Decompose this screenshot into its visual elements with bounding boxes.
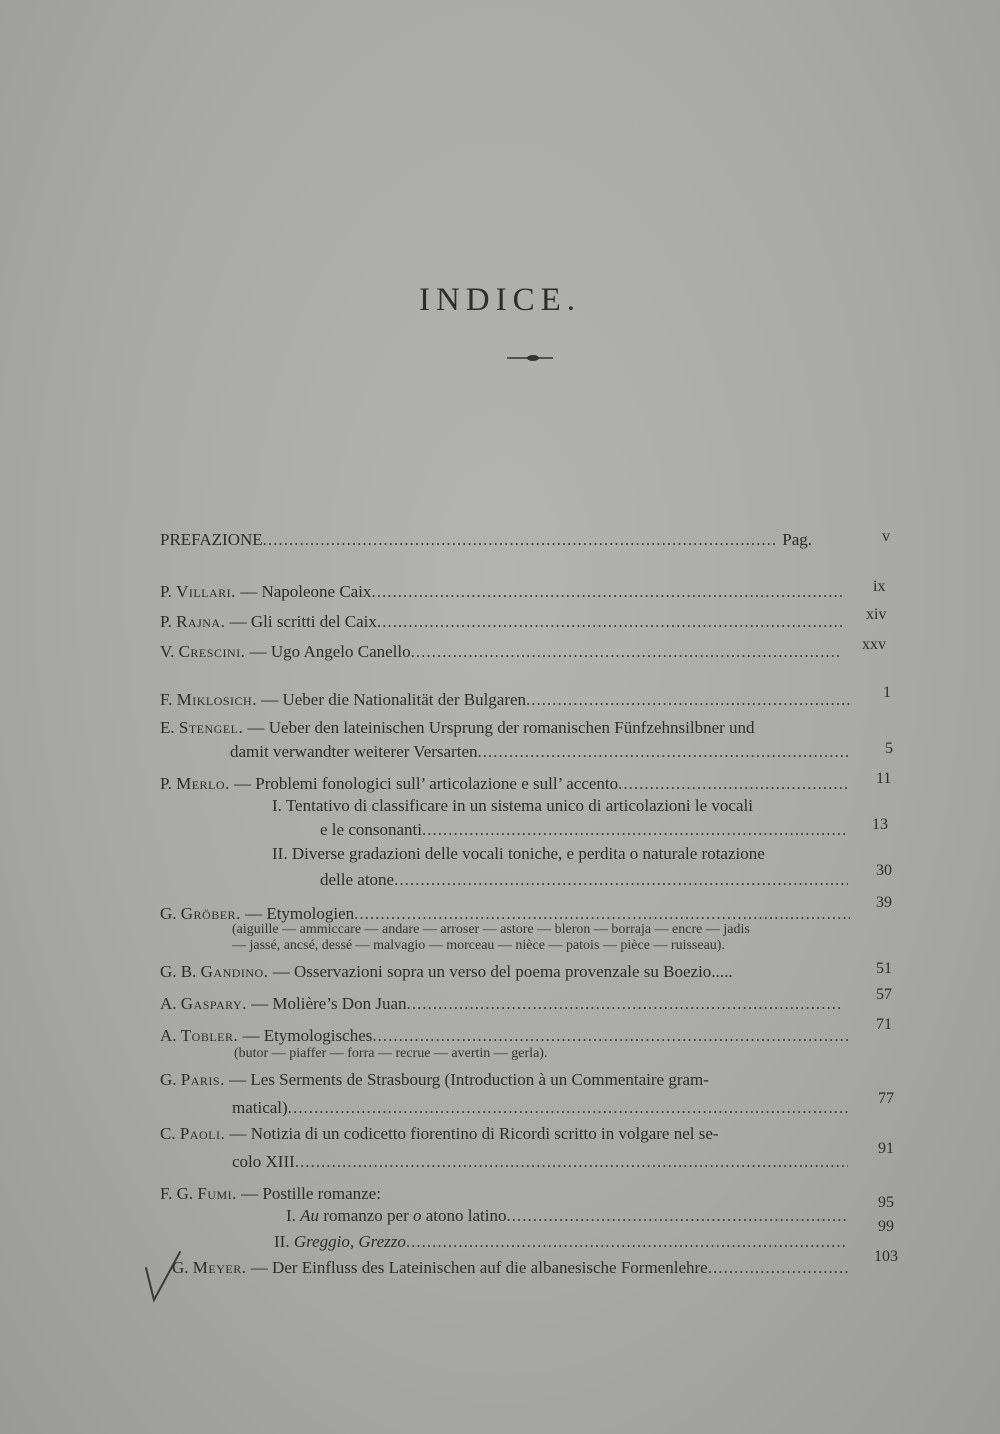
author-initial: V. [160,642,179,661]
entry-title: — Osservazioni sopra un verso del poema provenzale su Boezio [268,962,712,981]
entry-title: — Gli scritti del Caix [225,612,377,631]
page-number: v [882,528,890,545]
entry-title: — Ueber den lateinischen Ursprung der romanischen Fünfzehnsilbner und [243,718,755,737]
entry-title: — Ugo Angelo Canello [245,642,411,661]
author-initial: F. G. [160,1184,198,1203]
page-number: 103 [874,1248,898,1265]
author-initial: A. [160,994,181,1013]
page-number: 1 [883,684,891,701]
leader-dots [411,642,842,662]
grober-note-line-2: — jassé, ancsé, dessé — malvagio — morceau — nièce — patois — pièce — ruisseau). [232,938,725,953]
ornament-divider [505,352,555,364]
italic-term: Au [300,1206,320,1225]
merlo-subentry-2: II. Diverse gradazioni delle vocali toniche, e perdita o naturale rotazione [272,844,765,863]
grober-note-line-1: (aiguille — ammiccare — andare — arroser — astore — bleron — borraja — encre — jadis [232,922,750,937]
author-initial: G. B. [160,962,201,981]
author-initial: P. [160,582,177,601]
entry-title: — Les Serments de Strasbourg (Introduction à un Commentaire gram- [224,1070,709,1089]
leader-dots [371,582,842,602]
toc-entry-miklosich [160,688,850,710]
entry-title: — Molière’s Don Juan [246,994,407,1013]
author-name: Rajna. [176,612,226,631]
leader-dots [478,742,849,762]
page-number: ix [873,578,886,595]
page-number: 95 [878,1194,894,1211]
author-initial: A. [160,1026,181,1045]
leader-dots [506,1206,848,1226]
subentry-text: romanzo per [319,1206,413,1225]
author-initial: G. [160,1070,181,1089]
page-number: 39 [876,894,892,911]
author-name: Fumi. [197,1184,237,1203]
toc-entry-paris [160,1070,709,1090]
entry-title-cont: matical) [232,1098,288,1117]
leader-dots [263,530,779,550]
author-name: Crescini. [178,642,246,661]
page-number: 99 [878,1218,894,1235]
entry-title: — Etymologien [240,904,355,923]
toc-entry-tobler [160,1024,850,1046]
leader-dots [372,1026,850,1046]
entry-title: — Postille romanze: [236,1184,381,1203]
leader-dots [394,870,848,890]
merlo-subentry-1-cont [320,818,848,840]
leader-dots [526,690,850,710]
author-initial: G. [160,904,181,923]
toc-entry-paoli [160,1124,719,1144]
leader-dots [618,774,850,794]
leader-dots [422,820,848,840]
merlo-subentry-2-cont [320,868,848,890]
entry-title: — Ueber die Nationalität der Bulgaren [256,690,527,709]
subentry-number: II. [274,1232,294,1251]
leader-dots [354,904,850,924]
page-number: 5 [885,740,893,757]
toc-entry-gaspary [160,992,840,1014]
entry-title-cont: damit verwandter weiterer Versarten [230,742,478,761]
leader-dots [288,1098,848,1118]
toc-entry-fumi [160,1184,381,1204]
subentry-number: I. [286,1206,301,1225]
author-name: Gröber. [180,904,241,923]
italic-term: o [413,1206,422,1225]
page-number: 91 [878,1140,894,1157]
leader-dots [407,994,841,1014]
page-number: xiv [866,606,887,623]
author-name: Gandino. [200,962,269,981]
author-name: Tobler. [180,1026,239,1045]
author-name: Miklosich. [176,690,257,709]
toc-entry-villari [160,580,842,602]
entry-title: — Notizia di un codicetto fiorentino di Ricordi scritto in volgare nel se- [225,1124,719,1143]
author-initial: P. [160,774,177,793]
entry-title-cont: delle atone [320,870,395,889]
toc-entry-gandino [160,962,733,982]
author-initial: E. [160,718,179,737]
author-name: Villari. [176,582,236,601]
fumi-subentry-2 [274,1230,848,1252]
page-number: 51 [876,960,892,977]
toc-entry-merlo [160,772,850,794]
subentry-text: atono latino [421,1206,507,1225]
entry-title-cont: colo XIII [232,1152,295,1171]
entry-title: — Der Einfluss des Lateinischen auf die albanesische Formenlehre [246,1258,708,1277]
leader-dots [295,1152,848,1172]
toc-entry-grober [160,902,850,924]
toc-entry-stengel-cont [230,740,848,762]
author-initial: P. [160,612,177,631]
page-number: xxv [862,636,886,653]
page-number: 11 [876,770,892,787]
page-number: 30 [876,862,892,879]
entry-title-cont: e le consonanti [320,820,422,839]
handwritten-check-mark [140,1248,184,1304]
author-name: Merlo. [176,774,230,793]
toc-entry-rajna [160,610,842,632]
page-number: 13 [872,816,888,833]
author-name: Paoli. [179,1124,226,1143]
entry-title: PREFAZIONE [160,530,263,549]
toc-entry-paris-cont [232,1096,848,1118]
page-number: 77 [878,1090,894,1107]
author-name: Stengel. [178,718,244,737]
leader-dots [377,612,842,632]
toc-entry-paoli-cont [232,1150,848,1172]
author-name: Paris. [180,1070,225,1089]
leader-dots: ..... [711,962,733,981]
page-number: 57 [876,986,892,1003]
toc-entry-meyer [172,1256,848,1278]
tobler-note: (butor — piaffer — forra — recrue — avertin — gerla). [234,1046,548,1061]
leader-dots [708,1258,848,1278]
fumi-subentry-1 [286,1204,848,1226]
toc-entry-stengel [160,718,755,738]
merlo-subentry-1: I. Tentativo di classificare in un sistema unico di articolazioni le vocali [272,796,753,815]
author-name: Meyer. [192,1258,247,1277]
entry-title: — Problemi fonologici sull’ articolazione e sull’ accento [229,774,619,793]
toc-entry-crescini [160,640,842,662]
author-initial: G. [172,1258,193,1277]
author-initial: C. [160,1124,180,1143]
pag-label: Pag. [782,530,812,549]
author-initial: F. [160,690,177,709]
leader-dots [406,1232,848,1252]
entry-title: — Napoleone Caix [235,582,372,601]
index-title: INDICE. [418,282,582,318]
toc-entry-prefazione [160,528,812,550]
page-number: 71 [876,1016,892,1033]
italic-term: Greggio, Grezzo [293,1232,406,1251]
entry-title: — Etymologisches [238,1026,373,1045]
author-name: Gaspary. [180,994,247,1013]
